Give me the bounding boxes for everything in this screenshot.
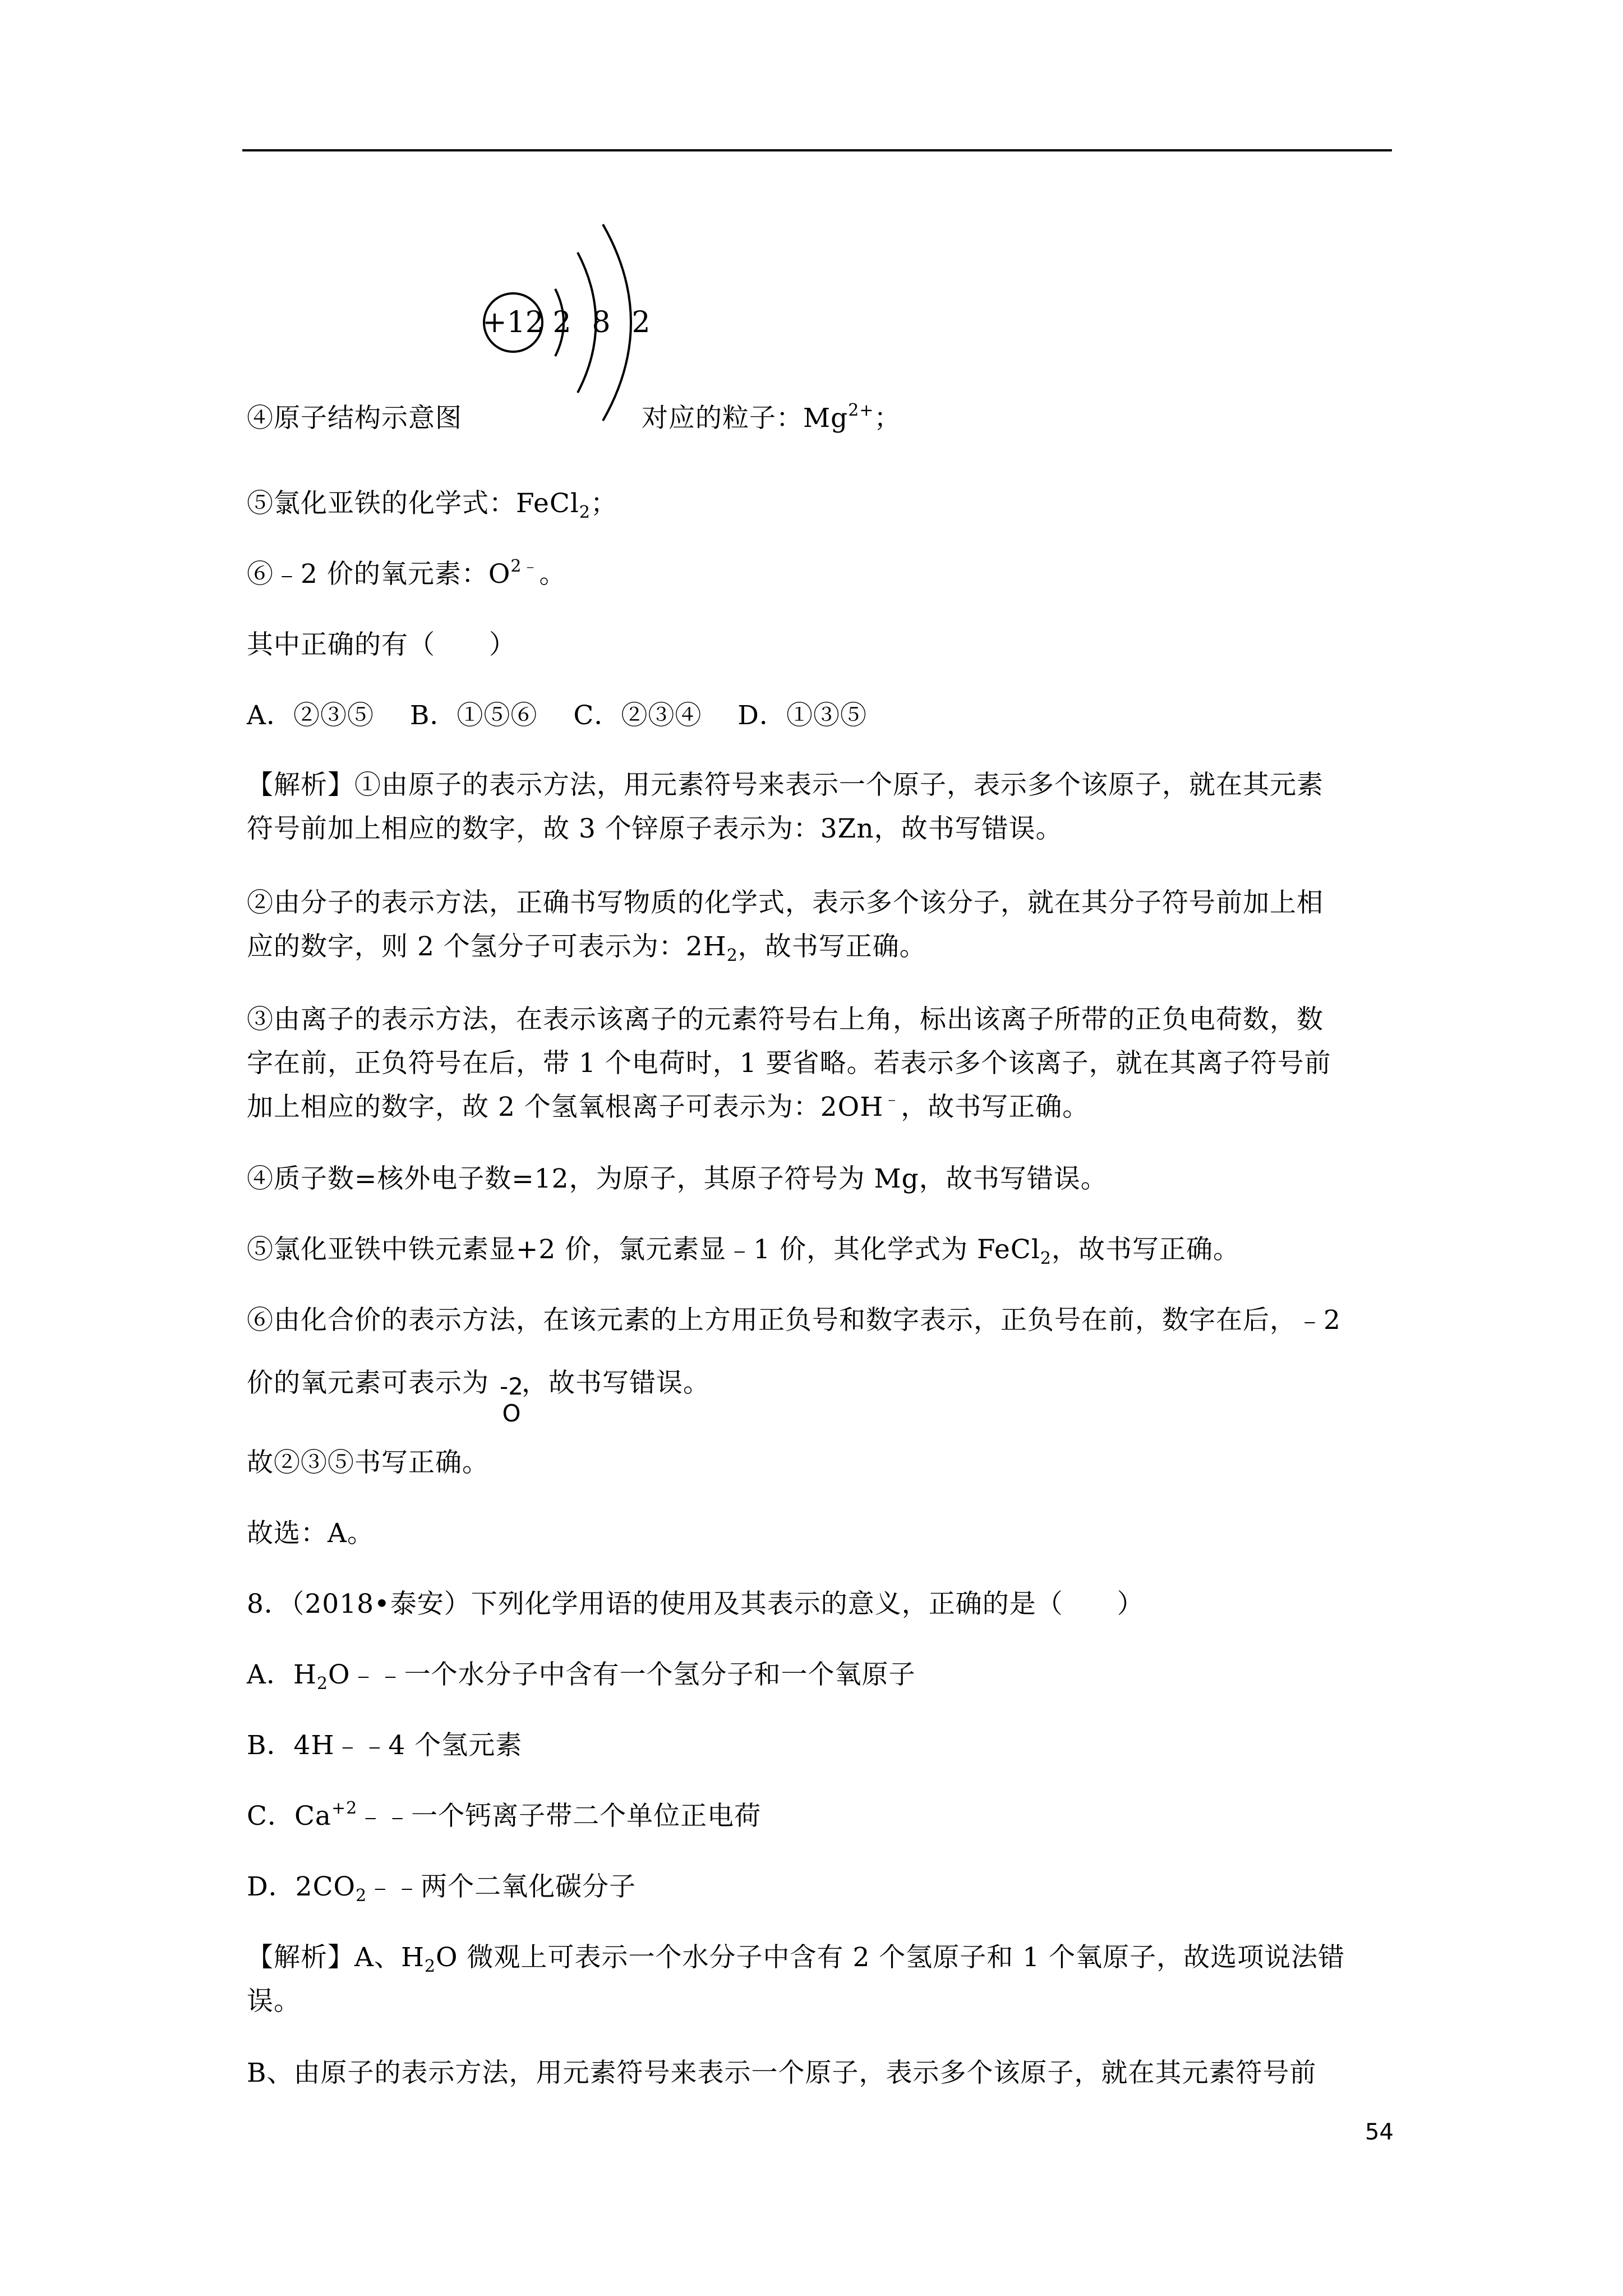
q7-analysis-4: ④质子数=核外电子数=12，为原子，其原子符号为 Mg，故书写错误。 — [247, 1163, 1108, 1194]
q8-option-b: B．4H﹣﹣4 个氢元素 — [247, 1730, 523, 1761]
q7-analysis-5 — [247, 1233, 1240, 1267]
q8-analysis-a1 — [247, 1941, 1345, 1975]
q7-conclusion: 故②③⑤书写正确。 — [247, 1447, 489, 1478]
q7-item-6 — [247, 558, 566, 591]
q8-option-a — [247, 1658, 916, 1692]
item4-sup: 2+ — [848, 401, 874, 420]
q7-analysis-1b: 符号前加上相应的数字，故 3 个锌原子表示为：3Zn，故书写错误。 — [247, 813, 1063, 844]
optC-pre: C．Ca — [247, 1801, 331, 1832]
optD-sub: 2 — [356, 1886, 367, 1906]
analysis-6b-post: ，故书写错误。 — [522, 1368, 710, 1398]
valence-bottom: O — [502, 1400, 521, 1427]
analysis-2b-post: ，故书写正确。 — [737, 931, 926, 962]
optC-sup: +2 — [331, 1798, 358, 1818]
q8-option-d — [247, 1870, 636, 1904]
optA-pre: A．H — [247, 1659, 317, 1690]
analysis-a1-sub: 2 — [424, 1957, 436, 1976]
item5-text: ⑤氯化亚铁的化学式：FeCl — [247, 488, 579, 519]
optA-post: O﹣﹣一个水分子中含有一个氢分子和一个氧原子 — [328, 1659, 916, 1690]
q8-analysis-b1: B、由原子的表示方法，用元素符号来表示一个原子，表示多个该原子，就在其元素符号前 — [247, 2058, 1317, 2088]
q7-item-5 — [247, 487, 617, 521]
header-rule — [242, 149, 1392, 151]
optD-pre: D．2CO — [247, 1871, 356, 1902]
analysis-5-sub: 2 — [1040, 1249, 1052, 1268]
nucleus-label: +12 — [482, 306, 544, 339]
analysis-3c-pre: 加上相应的数字，故 2 个氢氧根离子可表示为：2OH — [247, 1092, 884, 1122]
q7-analysis-3c — [247, 1091, 1089, 1124]
analysis-3c-sup: ﹣ — [883, 1089, 901, 1109]
q7-item-4 — [247, 402, 901, 435]
analysis-3c-post: ，故书写正确。 — [901, 1092, 1090, 1122]
optD-post: ﹣﹣两个二氧化碳分子 — [367, 1871, 637, 1902]
page-number: 54 — [1365, 2119, 1394, 2145]
q7-analysis-2b — [247, 930, 926, 964]
item6-sup: 2﹣ — [510, 556, 540, 576]
analysis-a1-pre: 【解析】A、H — [247, 1942, 425, 1973]
shell-1-count: 2 — [552, 306, 571, 339]
valence-top: -2 — [500, 1373, 523, 1400]
optA-sub: 2 — [316, 1674, 329, 1694]
atom-diagram-svg — [477, 213, 667, 426]
item4-suffix: 对应的粒子：Mg — [642, 403, 849, 434]
shell-2-count: 8 — [592, 306, 611, 339]
q8-analysis-a2: 误。 — [247, 1986, 301, 2017]
analysis-2b-sub: 2 — [726, 946, 738, 965]
q8-stem: 8．（2018•泰安）下列化学用语的使用及其表示的意义，正确的是（ ） — [247, 1589, 1144, 1619]
item4-end: ； — [874, 403, 901, 434]
q8-option-c — [247, 1800, 761, 1833]
item6-end: 。 — [539, 559, 566, 590]
analysis-5-post: ，故书写正确。 — [1051, 1234, 1240, 1265]
item5-end: ； — [590, 488, 617, 519]
q7-analysis-6b — [247, 1366, 710, 1400]
analysis-5-pre: ⑤氯化亚铁中铁元素显+2 价，氯元素显﹣1 价，其化学式为 FeCl — [247, 1234, 1040, 1265]
q7-answer: 故选：A。 — [247, 1518, 374, 1549]
q7-analysis-3a: ③由离子的表示方法，在表示该离子的元素符号右上角，标出该离子所带的正负电荷数，数 — [247, 1004, 1324, 1035]
q7-stem: 其中正确的有（ ） — [247, 629, 516, 660]
analysis-6b-pre: 价的氧元素可表示为 — [247, 1368, 489, 1398]
analysis-2b-pre: 应的数字，则 2 个氢分子可表示为：2H — [247, 931, 727, 962]
q7-analysis-2a: ②由分子的表示方法，正确书写物质的化学式，表示多个该分子，就在其分子符号前加上相 — [247, 887, 1324, 918]
item5-sub: 2 — [579, 503, 591, 522]
q7-analysis-1a: 【解析】①由原子的表示方法，用元素符号来表示一个原子，表示多个该原子，就在其元素 — [247, 770, 1324, 800]
q7-analysis-3b: 字在前，正负符号在后，带 1 个电荷时，1 要省略。若表示多个该离子，就在其离子符号前 — [247, 1048, 1331, 1079]
item6-text: ⑥﹣2 价的氧元素：O — [247, 559, 511, 590]
analysis-a1-post: O 微观上可表示一个水分子中含有 2 个氢原子和 1 个氧原子，故选项说法错 — [436, 1942, 1345, 1973]
q7-analysis-6a: ⑥由化合价的表示方法，在该元素的上方用正负号和数字表示，正负号在前，数字在后，﹣2 — [247, 1305, 1341, 1336]
atom-structure-diagram — [477, 213, 667, 426]
q7-options: A．②③⑤ B．①⑤⑥ C．②③④ D．①③⑤ — [247, 700, 867, 731]
shell-3-count: 2 — [631, 306, 651, 339]
item4-prefix: ④原子结构示意图 — [247, 403, 462, 434]
optC-post: ﹣﹣一个钙离子带二个单位正电荷 — [357, 1801, 762, 1832]
